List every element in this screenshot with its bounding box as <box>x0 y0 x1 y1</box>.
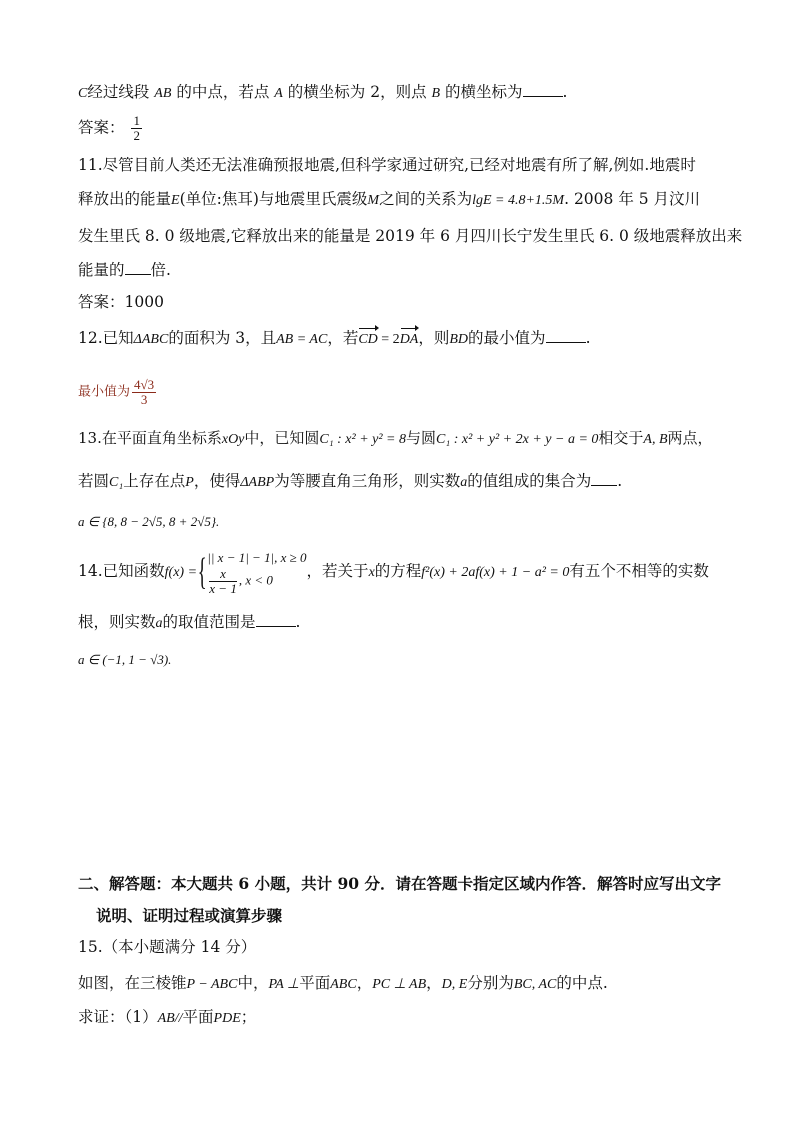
q13-circle-2: C₁ : x² + y² + 2x + y − a = 0 <box>436 432 599 447</box>
q11-var-m: M <box>367 193 380 208</box>
q15-text-2e: ； <box>240 1008 257 1026</box>
q11-answer-blank <box>125 260 151 275</box>
q13-line-1 <box>78 428 713 450</box>
q15-plane-abc: ABC <box>330 977 357 992</box>
q13-coord-system: xOy <box>221 432 245 447</box>
q15-text-c: 中， <box>237 974 269 992</box>
q15-segments-bc-ac: BC, AC <box>513 977 557 992</box>
q14-text-e: 有五个不相等的实数 <box>569 562 709 580</box>
q11-text-c: (单位:焦耳)与地震里氏震级 <box>179 190 368 208</box>
q15-text-2c: 平面 <box>182 1008 214 1026</box>
q11-var-e: E <box>171 193 180 208</box>
q14-equation: f²(x) + 2af(x) + 1 − a² = 0 <box>421 565 570 580</box>
q12-vector-da: DA <box>400 330 419 350</box>
q11-text-4a: 能量的 <box>78 261 125 279</box>
q14-case-2-fraction <box>209 567 237 596</box>
q12-answer <box>78 378 158 407</box>
q13-line-2 <box>78 471 622 493</box>
q12-coefficient: = 2 <box>377 332 400 347</box>
q12-vector-cd: CD <box>358 330 377 350</box>
q10-point-c: C <box>78 86 88 101</box>
q15-text-m: 的中点. <box>556 974 608 992</box>
q10-answer-numerator: 1 <box>133 113 140 128</box>
q15-text-2a: 求证：（1） <box>78 1008 158 1026</box>
q14-piecewise <box>207 549 306 596</box>
q13-circle-1: C₁ : x² + y² = 8 <box>319 432 407 447</box>
q11-line-4 <box>78 260 171 280</box>
section-2-heading-line-2: 说明、证明过程或演算步骤 <box>96 906 283 925</box>
q12-text-a: 12.已知 <box>78 329 134 347</box>
q13-period: . <box>617 472 623 490</box>
q12-answer-numerator: 4√3 <box>134 377 155 392</box>
q14-function-name: f(x) = <box>164 565 198 580</box>
q12-segment-bd: BD <box>449 332 469 347</box>
q10-answer-fraction <box>131 114 142 143</box>
q14-case-2-den: x − 1 <box>209 580 237 596</box>
q10-period: . <box>562 83 568 101</box>
q10-answer <box>78 114 144 143</box>
q12-answer-denominator: 3 <box>140 392 148 407</box>
q14-text-d: 的方程 <box>374 562 422 580</box>
q14-answer-blank <box>256 612 296 627</box>
q10-text-2: 的中点，若点 <box>176 83 270 101</box>
q15-points-de: D, E <box>441 977 468 992</box>
q13-triangle-abp: ΔABP <box>240 475 275 490</box>
q14-text-2a: 根，则实数 <box>78 613 156 631</box>
q10-text-3: 的横坐标为 2，则点 <box>287 83 427 101</box>
q12-text-e: ，若 <box>327 329 359 347</box>
q12-text-g: ，则 <box>418 329 450 347</box>
q13-text-2i: 的值组成的集合为 <box>467 472 592 490</box>
q10-text-1: 经过线段 <box>87 83 150 101</box>
q13-text-i: 两点， <box>667 429 713 447</box>
q11-text-a: 释放出的能量 <box>78 190 172 208</box>
q13-text-2e: ，使得 <box>193 472 241 490</box>
q11-line-2 <box>78 189 700 211</box>
q12-answer-blank <box>546 328 586 343</box>
q12-answer-text: 最小值为 <box>78 383 131 399</box>
q14-text-b: ，若关于 <box>306 562 369 580</box>
q14-line-2 <box>78 612 300 634</box>
q12-answer-fraction <box>132 378 156 407</box>
q13-text-2g: 为等腰直角三角形，则实数 <box>274 472 461 490</box>
q14-text-a: 14.已知函数 <box>78 562 165 580</box>
q10-answer-blank <box>523 82 563 97</box>
q14-case-2-num: x <box>209 567 237 582</box>
q13-answer-blank <box>591 471 617 486</box>
q11-line-3: 发生里氏 8. 0 级地震,它释放出来的能量是 2019 年 6 月四川长宁发生里氏 6. 0 级地震释放出来 <box>78 227 743 245</box>
q10-line <box>78 82 567 104</box>
q10-answer-label: 答案： <box>78 118 125 137</box>
q13-text-a: 13.在平面直角坐标系 <box>78 429 222 447</box>
q11-line-1: 11.尽管目前人类还无法准确预报地震,但科学家通过研究,已经对地震有所了解,例如.地震时 <box>78 156 696 174</box>
q14-case-2 <box>207 567 306 596</box>
q12-period: . <box>585 329 591 347</box>
q15-plane-pde: PDE <box>213 1011 241 1026</box>
q14-var-a: a <box>155 616 163 631</box>
q14-period: . <box>295 613 301 631</box>
q10-point-b: B <box>431 86 441 101</box>
q13-circle-ref: C₁ <box>109 475 124 490</box>
q11-text-f: . 2008 年 5 月汶川 <box>564 190 701 208</box>
q15-pyramid: P − ABC <box>186 977 238 992</box>
q13-answer: a ∈ {8, 8 − 2√5, 8 + 2√5}. <box>78 514 220 529</box>
q11-answer: 答案：1000 <box>78 293 164 311</box>
q14-text-2c: 的取值范围是 <box>162 613 256 631</box>
section-2-heading-line-1: 二、解答题：本大题共 6 小题，共计 90 分．请在答题卡指定区域内作答．解答时应写出文字 <box>78 874 721 893</box>
q14-brace: { <box>197 551 207 593</box>
q15-line-2 <box>78 1007 256 1029</box>
q13-text-g: 相交于 <box>598 429 644 447</box>
q12-line <box>78 328 591 350</box>
q13-text-c: 中，已知圆 <box>244 429 320 447</box>
q14-case-2-cond: , x < 0 <box>238 571 273 587</box>
q13-point-p: P <box>185 475 194 490</box>
q11-formula: lgE = 4.8+1.5M <box>472 193 565 208</box>
q15-text-e: 平面 <box>299 974 331 992</box>
q13-points-ab: A, B <box>643 432 668 447</box>
q11-text-e: 之间的关系为 <box>379 190 473 208</box>
q15-line-1 <box>78 973 608 995</box>
q12-equal-sides: AB = AC <box>276 332 328 347</box>
q13-text-e: 与圆 <box>406 429 437 447</box>
q10-text-4: 的横坐标为 <box>445 83 523 101</box>
q15-ab-parallel: AB// <box>157 1011 183 1026</box>
q15-text-a: 如图，在三棱锥 <box>78 974 187 992</box>
q12-triangle: ΔABC <box>133 332 169 347</box>
q15-text-g: ， <box>356 974 373 992</box>
q14-answer: a ∈ (−1, 1 − √3). <box>78 652 172 667</box>
q12-text-c: 的面积为 3，且 <box>168 329 277 347</box>
q15-pa-perp: PA ⊥ <box>268 977 300 992</box>
q13-var-a: a <box>460 475 468 490</box>
q15-header: 15.（本小题满分 14 分） <box>78 938 257 956</box>
q11-text-4b: 倍. <box>150 261 171 279</box>
q14-case-1: || x − 1| − 1|, x ≥ 0 <box>207 549 307 565</box>
q13-text-2c: 上存在点 <box>123 472 186 490</box>
q14-var-x: x <box>368 565 375 580</box>
q10-answer-denominator: 2 <box>133 128 140 143</box>
q15-text-k: 分别为 <box>467 974 514 992</box>
q13-text-2a: 若圆 <box>78 472 110 490</box>
q12-text-i: 的最小值为 <box>468 329 546 347</box>
q10-point-a: A <box>274 86 283 101</box>
q14-line-1 <box>78 548 709 596</box>
q10-segment-ab: AB <box>154 86 172 101</box>
q15-text-i: ， <box>426 974 442 992</box>
q15-pc-perp-ab: PC ⊥ AB <box>372 977 427 992</box>
